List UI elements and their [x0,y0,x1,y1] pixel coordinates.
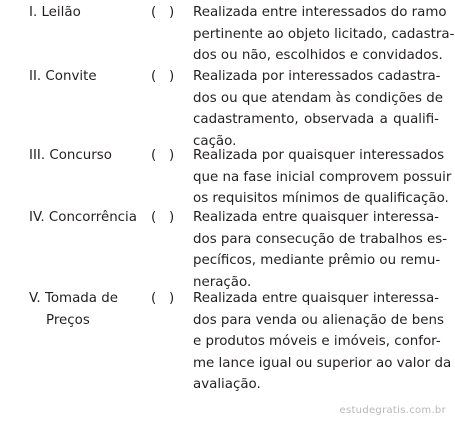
item-4-line-1: Realizada entre quaisquer interessa- [193,210,439,225]
item-3-label: III. Concurso [29,148,112,163]
item-2-line-4: cação. [193,133,237,149]
item-5-line-3: e produtos móveis e imóveis, confor- [193,334,441,349]
item-5-description [193,288,452,396]
item-2-line-3: cadastramento, observada a qualifi- [193,112,439,127]
item-4-line-3: pecíficos, mediante prêmio ou remu- [193,253,441,268]
item-4-line-2: dos para consecução de trabalhos es- [193,231,448,247]
item-5-label-line-2: Preços [46,312,90,328]
item-3-line-3: os requisitos mínimos de qualificação. [193,191,449,206]
item-4-label: IV. Concorrência [29,210,137,225]
item-5-line-2: dos para venda ou alienação de bens [193,312,444,328]
item-5-line-4: me lance igual ou superior ao valor da [193,355,452,371]
item-3-line-2: que na fase inicial comprovem possuir [193,169,452,185]
item-5-line-1: Realizada entre quaisquer interessa- [193,291,439,306]
item-2-description [193,66,443,152]
item-4-line-4: neração. [193,274,252,290]
item-3-description [193,145,452,210]
item-1-answer-box[interactable]: ( ) [151,5,175,20]
item-2-label: II. Convite [29,69,97,84]
item-1-line-3: dos ou não, escolhidos e convidados. [193,48,443,63]
item-5-label-line-1: V. Tomada de [29,291,118,306]
item-5-label [29,288,118,331]
item-2-line-1: Realizada por interessados cadastra- [193,69,441,84]
item-2-line-2: dos ou que atendam às condições de [193,90,443,106]
item-5-answer-box[interactable]: ( ) [151,291,175,306]
watermark: estudegratis.com.br [339,405,446,416]
item-1-label: I. Leilão [29,5,81,20]
item-3-line-1: Realizada por quaisquer interessados [193,148,445,163]
item-1-line-2: pertinente ao objeto licitado, cadastra- [193,26,455,42]
item-4-answer-box[interactable]: ( ) [151,210,175,225]
item-1-description [193,2,455,67]
item-2-answer-box[interactable]: ( ) [151,69,175,84]
item-5-line-5: avaliação. [193,377,261,392]
item-3-answer-box[interactable]: ( ) [151,148,175,163]
item-1-line-1: Realizada entre interessados do ramo [193,5,447,20]
item-4-description [193,207,448,293]
